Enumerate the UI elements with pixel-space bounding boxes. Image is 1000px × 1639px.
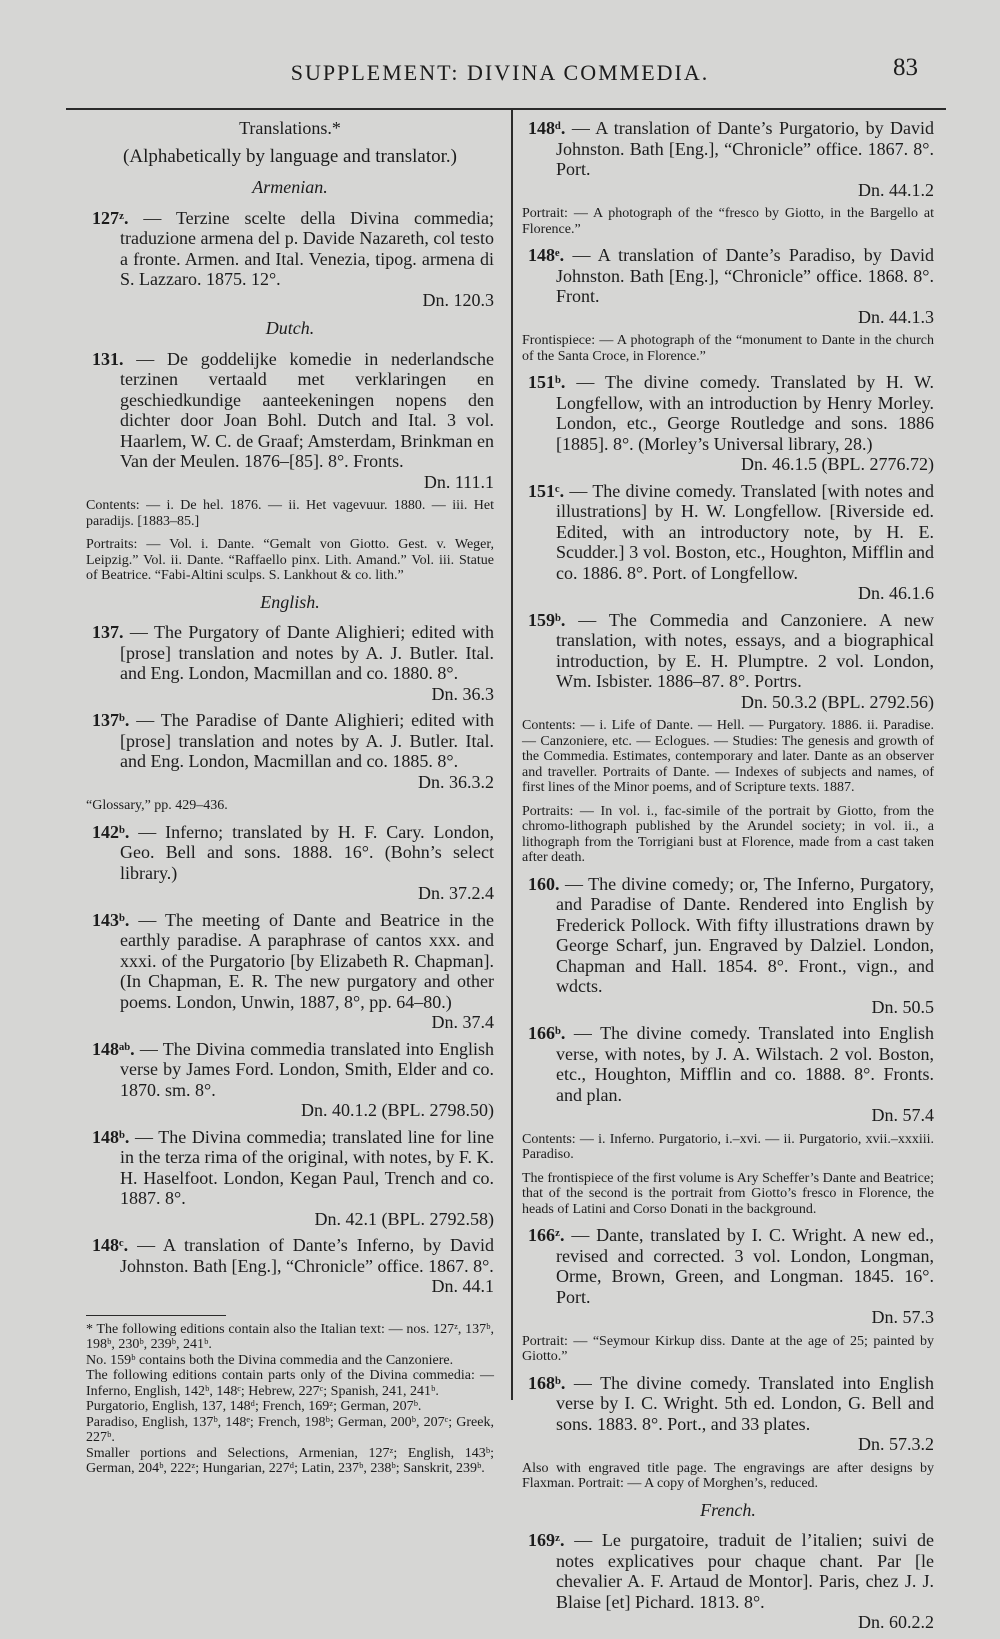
footnote-line: No. 159ᵇ contains both the Divina commedia and the Canzoniere. (86, 1352, 454, 1368)
section-title: Translations.* (239, 118, 341, 138)
shelf-mark: Dn. 57.3.2 (858, 1434, 934, 1454)
entry-number: 142ᵇ. (92, 821, 130, 842)
entry-note: The frontispiece of the first volume is Ary Scheffer’s Dante and Beatrice; that of the second is the portrait from Giotto’s fresco in Florence, the heads of Latini and Corso Donati in the background. (522, 1170, 934, 1217)
footnote-line: Paradiso, English, 137ᵇ, 148ᵉ; French, 198ᵇ; German, 200ᵇ, 207ᶜ; Greek, 227ᵇ. (86, 1414, 494, 1445)
entry-portraits: Portraits: — Vol. i. Dante. “Gemalt von Giotto. Gest. v. Weger, Leipzig.” Vol. ii. Dante. “Raffaello pinx. Lith. Amand.” Vol. iii. Statue of Beatrice. “Fabi-Altini sculps. S. Lankhout & co. lith.” (86, 537, 494, 583)
entry-note: “Glossary,” pp. 429–436. (86, 798, 228, 813)
entry-contents: Contents: — i. Life of Dante. — Hell. — Purgatory. 1886. ii. Paradise. — Canzoniere, etc. — Eclogues. — Studies: The genesis and growth of the Commedia. Estimates, contemporary and later. Dante as an observer and traveller. Portraits of Dante. — Indexes of subjects and names, of first lines of the Minor poems, and of Scripture texts. 1887. (522, 718, 934, 795)
footnote-rule (86, 1315, 226, 1316)
language-heading-dutch: Dutch. (265, 318, 315, 338)
page-number: 83 (893, 54, 918, 81)
catalogue-entry (86, 910, 494, 1033)
column-divider (511, 110, 513, 1400)
entry-number: 127ᶻ. (92, 207, 129, 228)
entry-portraits: Portraits: — In vol. i., fac-simile of the portrait by Giotto, from the chromo-lithograph published by the Arundel society; in vol. ii., a lithograph from the Torrigiani bust at Florence, made from a cast taken after death. (522, 803, 934, 865)
entry-text: — A translation of Dante’s Paradiso, by David Johnston. Bath [Eng.], “Chronicle” office. 1868. 8°. Front. (556, 245, 934, 306)
left-column (86, 118, 494, 1477)
section-subtitle: (Alphabetically by language and translator.) (123, 145, 457, 167)
entry-text: — The Divina commedia translated into English verse by James Ford. London, Smith, Elder and co. 1870. sm. 8°. (120, 1038, 495, 1100)
footnote-line: Purgatorio, English, 137, 148ᵈ; French, 169ᶻ; German, 207ᵇ. (86, 1399, 422, 1414)
entry-number: 148ᶜ. (92, 1235, 129, 1255)
footnote-line: Smaller portions and Selections, Armenian, 127ᶻ; English, 143ᵇ; German, 204ᵇ, 222ᶻ; Hungarian, 227ᵈ; Latin, 237ᵇ, 238ᵇ; Sanskrit, 239ᵇ. (86, 1445, 494, 1476)
shelf-mark: Dn. 44.1.3 (858, 306, 934, 327)
entry-number: 148ᵈ. (528, 118, 566, 138)
shelf-mark: Dn. 44.1.2 (858, 179, 934, 200)
catalogue-entry (522, 874, 934, 1018)
footnote-line: * The following editions contain also the Italian text: — nos. 127ᶻ, 137ᵇ, 198ᵇ, 230ᵇ, 239ᵇ, 241ᵇ. (86, 1321, 494, 1352)
shelf-mark: Dn. 37.2.4 (418, 883, 494, 903)
entry-text: — Inferno; translated by H. F. Cary. London, Geo. Bell and sons. 1888. 16°. (Bohn’s select library.) (120, 821, 495, 883)
entry-text: — The divine comedy. Translated into English verse, with notes, by J. A. Wilstach. 2 vol. Boston, etc., Houghton, Mifflin and co. 1888. 8°. Fronts. and plan. (556, 1023, 934, 1105)
header-rule (66, 108, 946, 110)
entry-text: — The Divina commedia; translated line for line in the terza rima of the original, with notes, by F. K. H. Haselfoot. London, Kegan Paul, Trench and co. 1887. 8°. (120, 1126, 495, 1208)
shelf-mark: Dn. 111.1 (423, 471, 494, 492)
entry-note: Frontispiece: — A photograph of the “monument to Dante in the church of the Santa Croce, in Florence.” (522, 333, 934, 364)
entry-text: — The Commedia and Canzoniere. A new translation, with notes, essays, and a biographical introduction, by E. H. Plumptre. 2 vol. London, Wm. Isbister. 1886–87. 8°. Portrs. (556, 609, 934, 691)
catalogue-entry (522, 610, 934, 713)
shelf-mark: Dn. 46.1.6 (858, 583, 934, 603)
shelf-mark: Dn. 60.2.2 (858, 1612, 934, 1632)
entry-number: 148ᵉ. (528, 245, 565, 265)
entry-number: 166ᵇ. (528, 1023, 566, 1043)
shelf-mark: Dn. 120.3 (422, 289, 494, 310)
entry-note: Portrait: — A photograph of the “fresco by Giotto, in the Bargello at Florence.” (522, 206, 934, 237)
entry-number: 168ᵇ. (528, 1372, 566, 1393)
entry-contents: Contents: — i. De hel. 1876. — ii. Het vagevuur. 1880. — iii. Het paradijs. [1883–85.] (86, 498, 494, 529)
entry-contents: Contents: — i. Inferno. Purgatorio, i.–xvi. — ii. Purgatorio, xvii.–xxxiii. Paradiso. (522, 1131, 934, 1162)
catalogue-entry (522, 372, 934, 475)
shelf-mark: Dn. 36.3 (431, 683, 494, 704)
shelf-mark: Dn. 50.5 (871, 996, 934, 1017)
entry-text: — A translation of Dante’s Inferno, by David Johnston. Bath [Eng.], “Chronicle” office. 1867. 8°. (120, 1235, 495, 1276)
catalogue-entry (86, 710, 494, 792)
entry-text: — Le purgatoire, traduit de l’italien; suivi de notes explicatives pour chaque chant. Par [le chevalier A. F. Artaud de Montor]. Paris, chez J. J. Blaise [et] Pichard. 1813. 8°. (556, 1530, 934, 1612)
catalogue-entry (86, 349, 494, 493)
entry-number: 137ᵇ. (92, 710, 130, 730)
catalogue-entry (522, 1373, 934, 1455)
entry-text: — The divine comedy; or, The Inferno, Purgatory, and Paradise of Dante. Rendered into English by Frederick Pollock. With fifty illustrations drawn by George Scharf, jun. Engraved by Dalziel. London, Chapman and Hall. 1854. 8°. Front., vign., and wdcts. (556, 873, 935, 996)
entry-number: 166ᶻ. (528, 1225, 565, 1245)
shelf-mark: Dn. 50.3.2 (BPL. 2792.56) (741, 691, 934, 712)
catalogue-entry (86, 1039, 494, 1121)
shelf-mark: Dn. 42.1 (BPL. 2792.58) (314, 1208, 494, 1229)
shelf-mark: Dn. 57.3 (871, 1307, 934, 1327)
entry-number: 143ᵇ. (92, 909, 130, 930)
entry-number: 131. (92, 348, 124, 369)
entry-text: — A translation of Dante’s Purgatorio, by David Johnston. Bath [Eng.], “Chronicle” office. 1867. 8°. Port. (556, 118, 934, 179)
entry-text: — The divine comedy. Translated [with notes and illustrations] by H. W. Longfellow. [Riverside ed. Edited, with an introductory note, by H. E. Scudder.] 3 vol. Boston, etc., Houghton, Mifflin and co. 1886. 8°. Port. of Longfellow. (556, 480, 934, 583)
catalogue-entry (522, 1530, 934, 1633)
entry-number: 160. (528, 873, 560, 894)
entry-text: — The divine comedy. Translated into English verse by I. C. Wright. 5th ed. London, G. Bell and sons. 1883. 8°. Port., and 33 plates. (556, 1372, 934, 1434)
shelf-mark: Dn. 36.3.2 (418, 771, 494, 792)
entry-text: — Terzine scelte della Divina commedia; traduzione armena del p. Davide Nazareth, col testo a fronte. Armen. and Ital. Venezia, tipog. armena di S. Lazzaro. 1875. 12°. (120, 207, 494, 289)
entry-text: — The meeting of Dante and Beatrice in the earthly paradise. A paraphrase of cantos xxx. and xxxi. of the Purgatorio [by Elizabeth R. Chapman]. (In Chapman, E. R. The new purgatory and other poems. London, Unwin, 1887, 8°, pp. 64–80.) (120, 909, 494, 1012)
shelf-mark: Dn. 46.1.5 (BPL. 2776.72) (741, 454, 934, 474)
catalogue-entry (86, 822, 494, 904)
entry-text: — De goddelijke komedie in nederlandsche terzinen vertaald met verklaringen en geschiedkundige aanteekeningen nopens den dichter door Joan Bohl. Dutch and Ital. 3 vol. Haarlem, W. C. de Graaf; Amsterdam, Brinkman en Van der Meulen. 1876–[85]. 8°. Fronts. (120, 348, 494, 471)
catalogue-entry (86, 208, 494, 311)
catalogue-entry (86, 1127, 494, 1230)
shelf-mark: Dn. 40.1.2 (BPL. 2798.50) (301, 1100, 494, 1120)
entry-number: 151ᶜ. (528, 480, 565, 501)
entry-number: 148ᵃᵇ. (92, 1038, 135, 1059)
entry-portraits: Portrait: — “Seymour Kirkup diss. Dante at the age of 25; painted by Giotto.” (522, 1333, 934, 1364)
entry-number: 159ᵇ. (528, 609, 566, 630)
entry-number: 148ᵇ. (92, 1126, 130, 1147)
catalogue-entry (522, 245, 934, 327)
entry-text: — The Paradise of Dante Alighieri; edited with [prose] translation and notes by A. J. Butler. Ital. and Eng. London, Macmillan and co. 1885. 8°. (120, 710, 494, 771)
entry-text: — Dante, translated by I. C. Wright. A new ed., revised and corrected. 3 vol. London, Longman, Orme, Brown, Green, and Longman. 1845. 16°. Port. (556, 1225, 934, 1307)
entry-number: 169ᶻ. (528, 1530, 565, 1550)
catalogue-entry (522, 1023, 934, 1126)
entry-number: 137. (92, 622, 124, 642)
shelf-mark: Dn. 57.4 (871, 1105, 934, 1125)
catalogue-entry (522, 1225, 934, 1328)
language-heading-armenian: Armenian. (252, 177, 328, 197)
catalogue-entry (86, 622, 494, 704)
language-heading-french: French. (700, 1499, 756, 1520)
catalogue-entry (86, 1235, 494, 1297)
entry-text: — The divine comedy. Translated by H. W. Longfellow, with an introduction by Henry Morley. London, etc., George Routledge and sons. 1886 [1885]. 8°. (Morley’s Universal library, 28.) (556, 372, 935, 454)
footnote-line: The following editions contain parts only of the Divina commedia: — Inferno, English, 142ᵇ, 148ᶜ; Hebrew, 227ᶜ; Spanish, 241, 241ᵇ. (86, 1368, 494, 1399)
entry-number: 151ᵇ. (528, 372, 566, 392)
shelf-mark: Dn. 44.1 (431, 1276, 494, 1296)
catalogue-entry (522, 481, 934, 604)
entry-note: Also with engraved title page. The engravings are after designs by Flaxman. Portrait: — A copy of Morghen’s, reduced. (522, 1460, 934, 1491)
shelf-mark: Dn. 37.4 (431, 1012, 494, 1032)
entry-text: — The Purgatory of Dante Alighieri; edited with [prose] translation and notes by A. J. Butler. Ital. and Eng. London, Macmillan and co. 1880. 8°. (120, 622, 494, 683)
right-column (522, 118, 934, 1639)
language-heading-english: English. (260, 591, 320, 612)
catalogue-entry (522, 118, 934, 200)
running-title: SUPPLEMENT: DIVINA COMMEDIA. (290, 60, 710, 85)
